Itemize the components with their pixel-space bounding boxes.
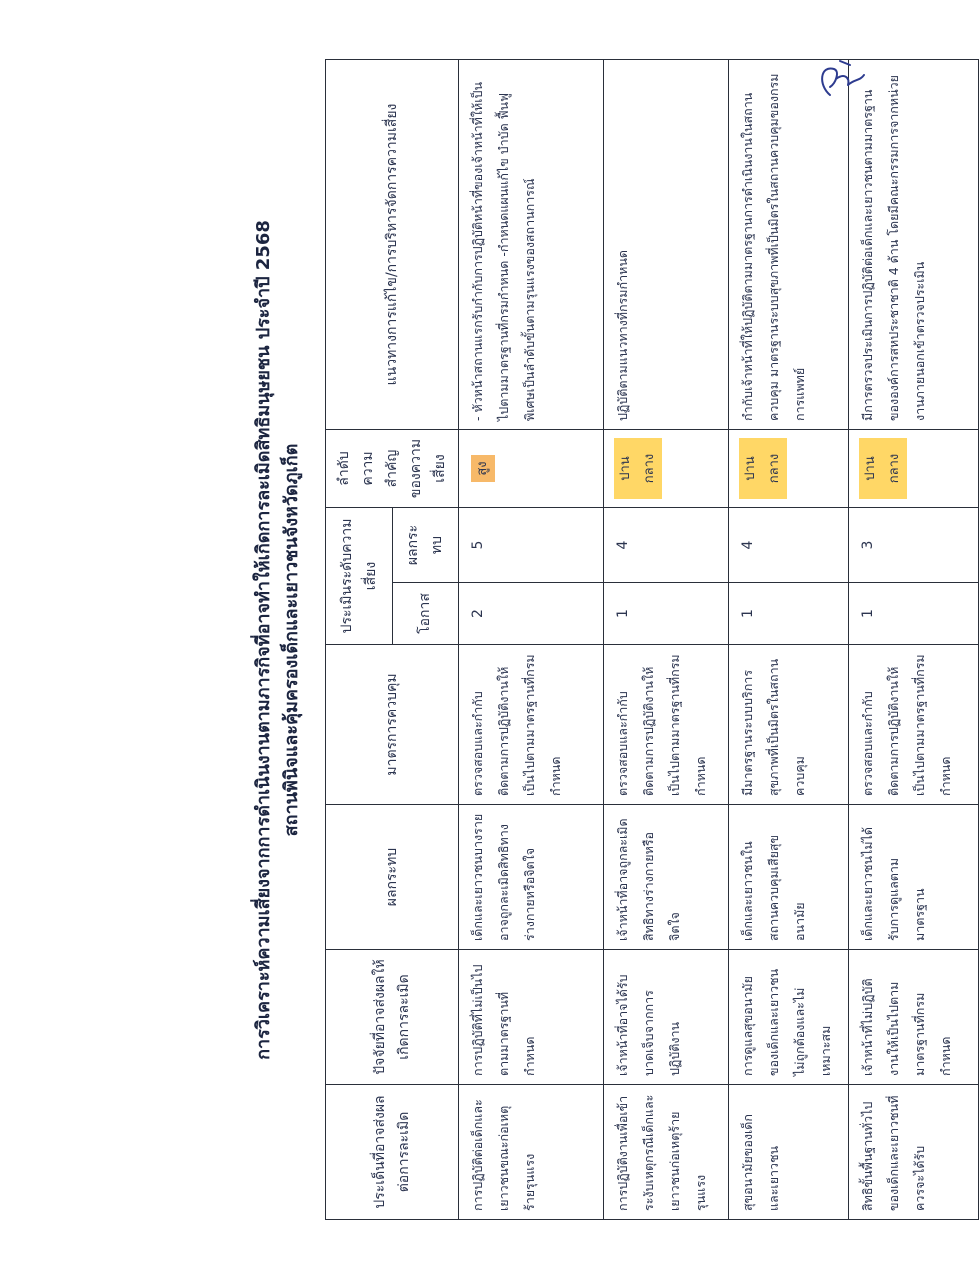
cell-issue: การปฏิบัติงานเพื่อเข้าระงับเหตุกรณีเด็กและเยาวชนก่อเหตุร้ายรุนแรง [604,1085,729,1220]
cell-issue: สุขอนามัยของเด็กและเยาวชน [729,1085,849,1220]
signature-icon [810,55,870,100]
cell-issue: สิทธิขั้นพื้นฐานทั่วไปของเด็กและเยาวชนที่ควรจะได้รับ [849,1085,979,1220]
table-row [604,60,729,1220]
cell-approach: ปฏิบัติตามแนวทางที่กรมกำหนด [604,60,729,430]
cell-cause: เจ้าหน้าที่ไม่ปฏิบัติงานให้เป็นไปตามมาตรฐานที่กรมกำหนด [849,950,979,1085]
cell-priority [604,430,729,508]
header-impact: ผลกระทบ [326,805,459,950]
priority-badge: ปานกลาง [739,438,787,499]
header-effect: ผลกระทบ [392,508,459,583]
cell-impact: เจ้าหน้าที่อาจถูกละเมิดสิทธิทางร่างกายหรือจิตใจ [604,805,729,950]
table-row [849,60,979,1220]
priority-badge: ปานกลาง [859,438,907,499]
cell-priority [459,430,604,508]
priority-badge: สูง [471,455,495,481]
header-control: มาตรการควบคุม [326,645,459,805]
cell-chance: 1 [604,583,729,645]
cell-chance: 1 [729,583,849,645]
cell-priority [849,430,979,508]
header-chance: โอกาส [392,583,459,645]
cell-impact: เด็กและเยาวชนไม่ได้รับการดูแลตามมาตรฐาน [849,805,979,950]
cell-effect: 3 [849,508,979,583]
page-title: การวิเคราะห์ความเสี่ยงจากการดำเนินงานตามภารกิจที่อาจทำให้เกิดการละเมิดสิทธิมนุษยชน ประจำปี 2568 [253,220,274,1060]
cell-cause: เจ้าหน้าที่อาจได้รับบาดเจ็บจากการปฏิบัติงาน [604,950,729,1085]
cell-impact: เด็กและเยาวชนในสถานควบคุมเสียสุขอนามัย [729,805,849,950]
header-issue: ประเด็นที่อาจส่งผลต่อการละเมิด [326,1085,459,1220]
cell-effect: 5 [459,508,604,583]
table-row [459,60,604,1220]
page-subtitle: สถานพินิจและคุ้มครองเด็กและเยาวชนจังหวัดภูเก็ต [281,443,302,837]
cell-cause: การดูแลสุขอนามัยของเด็กและเยาวชนไม่ถูกต้องและไม่เหมาะสม [729,950,849,1085]
cell-priority [729,430,849,508]
cell-cause: การปฏิบัติที่ไม่เป็นไปตามมาตรฐานที่กำหนด [459,950,604,1085]
cell-issue: การปฏิบัติต่อเด็กและเยาวชนขณะก่อเหตุร้ายรุนแรง [459,1085,604,1220]
cell-chance: 1 [849,583,979,645]
header-cause: ปัจจัยที่อาจส่งผลให้เกิดการละเมิด [326,950,459,1085]
header-priority: ลำดับความสำคัญของความเสี่ยง [326,430,459,508]
cell-approach: กำกับเจ้าหน้าที่ให้ปฏิบัติตามมาตรฐานการดำเนินงานในสถานควบคุม มาตรฐานระบบสุขภาพที่เป็นมิตรในสถานควบคุมของกรมการแพทย์ [729,60,849,430]
cell-control: ตรวจสอบและกำกับติดตามการปฏิบัติงานให้เป็นไปตามมาตรฐานที่กรมกำหนด [459,645,604,805]
cell-chance: 2 [459,583,604,645]
cell-control: ตรวจสอบและกำกับติดตามการปฏิบัติงานให้เป็นไปตามมาตรฐานที่กรมกำหนด [604,645,729,805]
cell-impact: เด็กและเยาวชนบางรายอาจถูกละเมิดสิทธิทางร่างกายหรือจิตใจ [459,805,604,950]
header-assess: ประเมินระดับความเสี่ยง [326,508,393,645]
cell-control: มีมาตรฐานระบบบริการสุขภาพที่เป็นมิตรในสถานควบคุม [729,645,849,805]
cell-control: ตรวจสอบและกำกับติดตามการปฏิบัติงานให้เป็นไปตามมาตรฐานที่กรมกำหนด [849,645,979,805]
cell-effect: 4 [729,508,849,583]
cell-approach: มีการตรวจประเมินการปฏิบัติต่อเด็กและเยาวชนตามมาตรฐานขององค์การสหประชาชาติ 4 ด้าน โดยมีคณะกรรมการจากหน่วยงานภายนอกเข้าตรวจประเมิน [849,60,979,430]
header-approach: แนวทางการแก้ไข/การบริหารจัดการความเสี่ยง [326,60,459,430]
risk-table [325,59,979,1220]
table-row [729,60,849,1220]
cell-effect: 4 [604,508,729,583]
cell-approach: - หัวหน้าสถานแรกรับกำกับการปฏิบัติหน้าที่ของเจ้าหน้าที่ให้เป็นไปตามมาตรฐานที่กรมกำหนด -กำหนดแผนแก้ไข บำบัด ฟื้นฟู พิเศษเป็นลำดับขั้นตามรุนแรงของสถานการณ์ [459,60,604,430]
priority-badge: ปานกลาง [614,438,662,499]
